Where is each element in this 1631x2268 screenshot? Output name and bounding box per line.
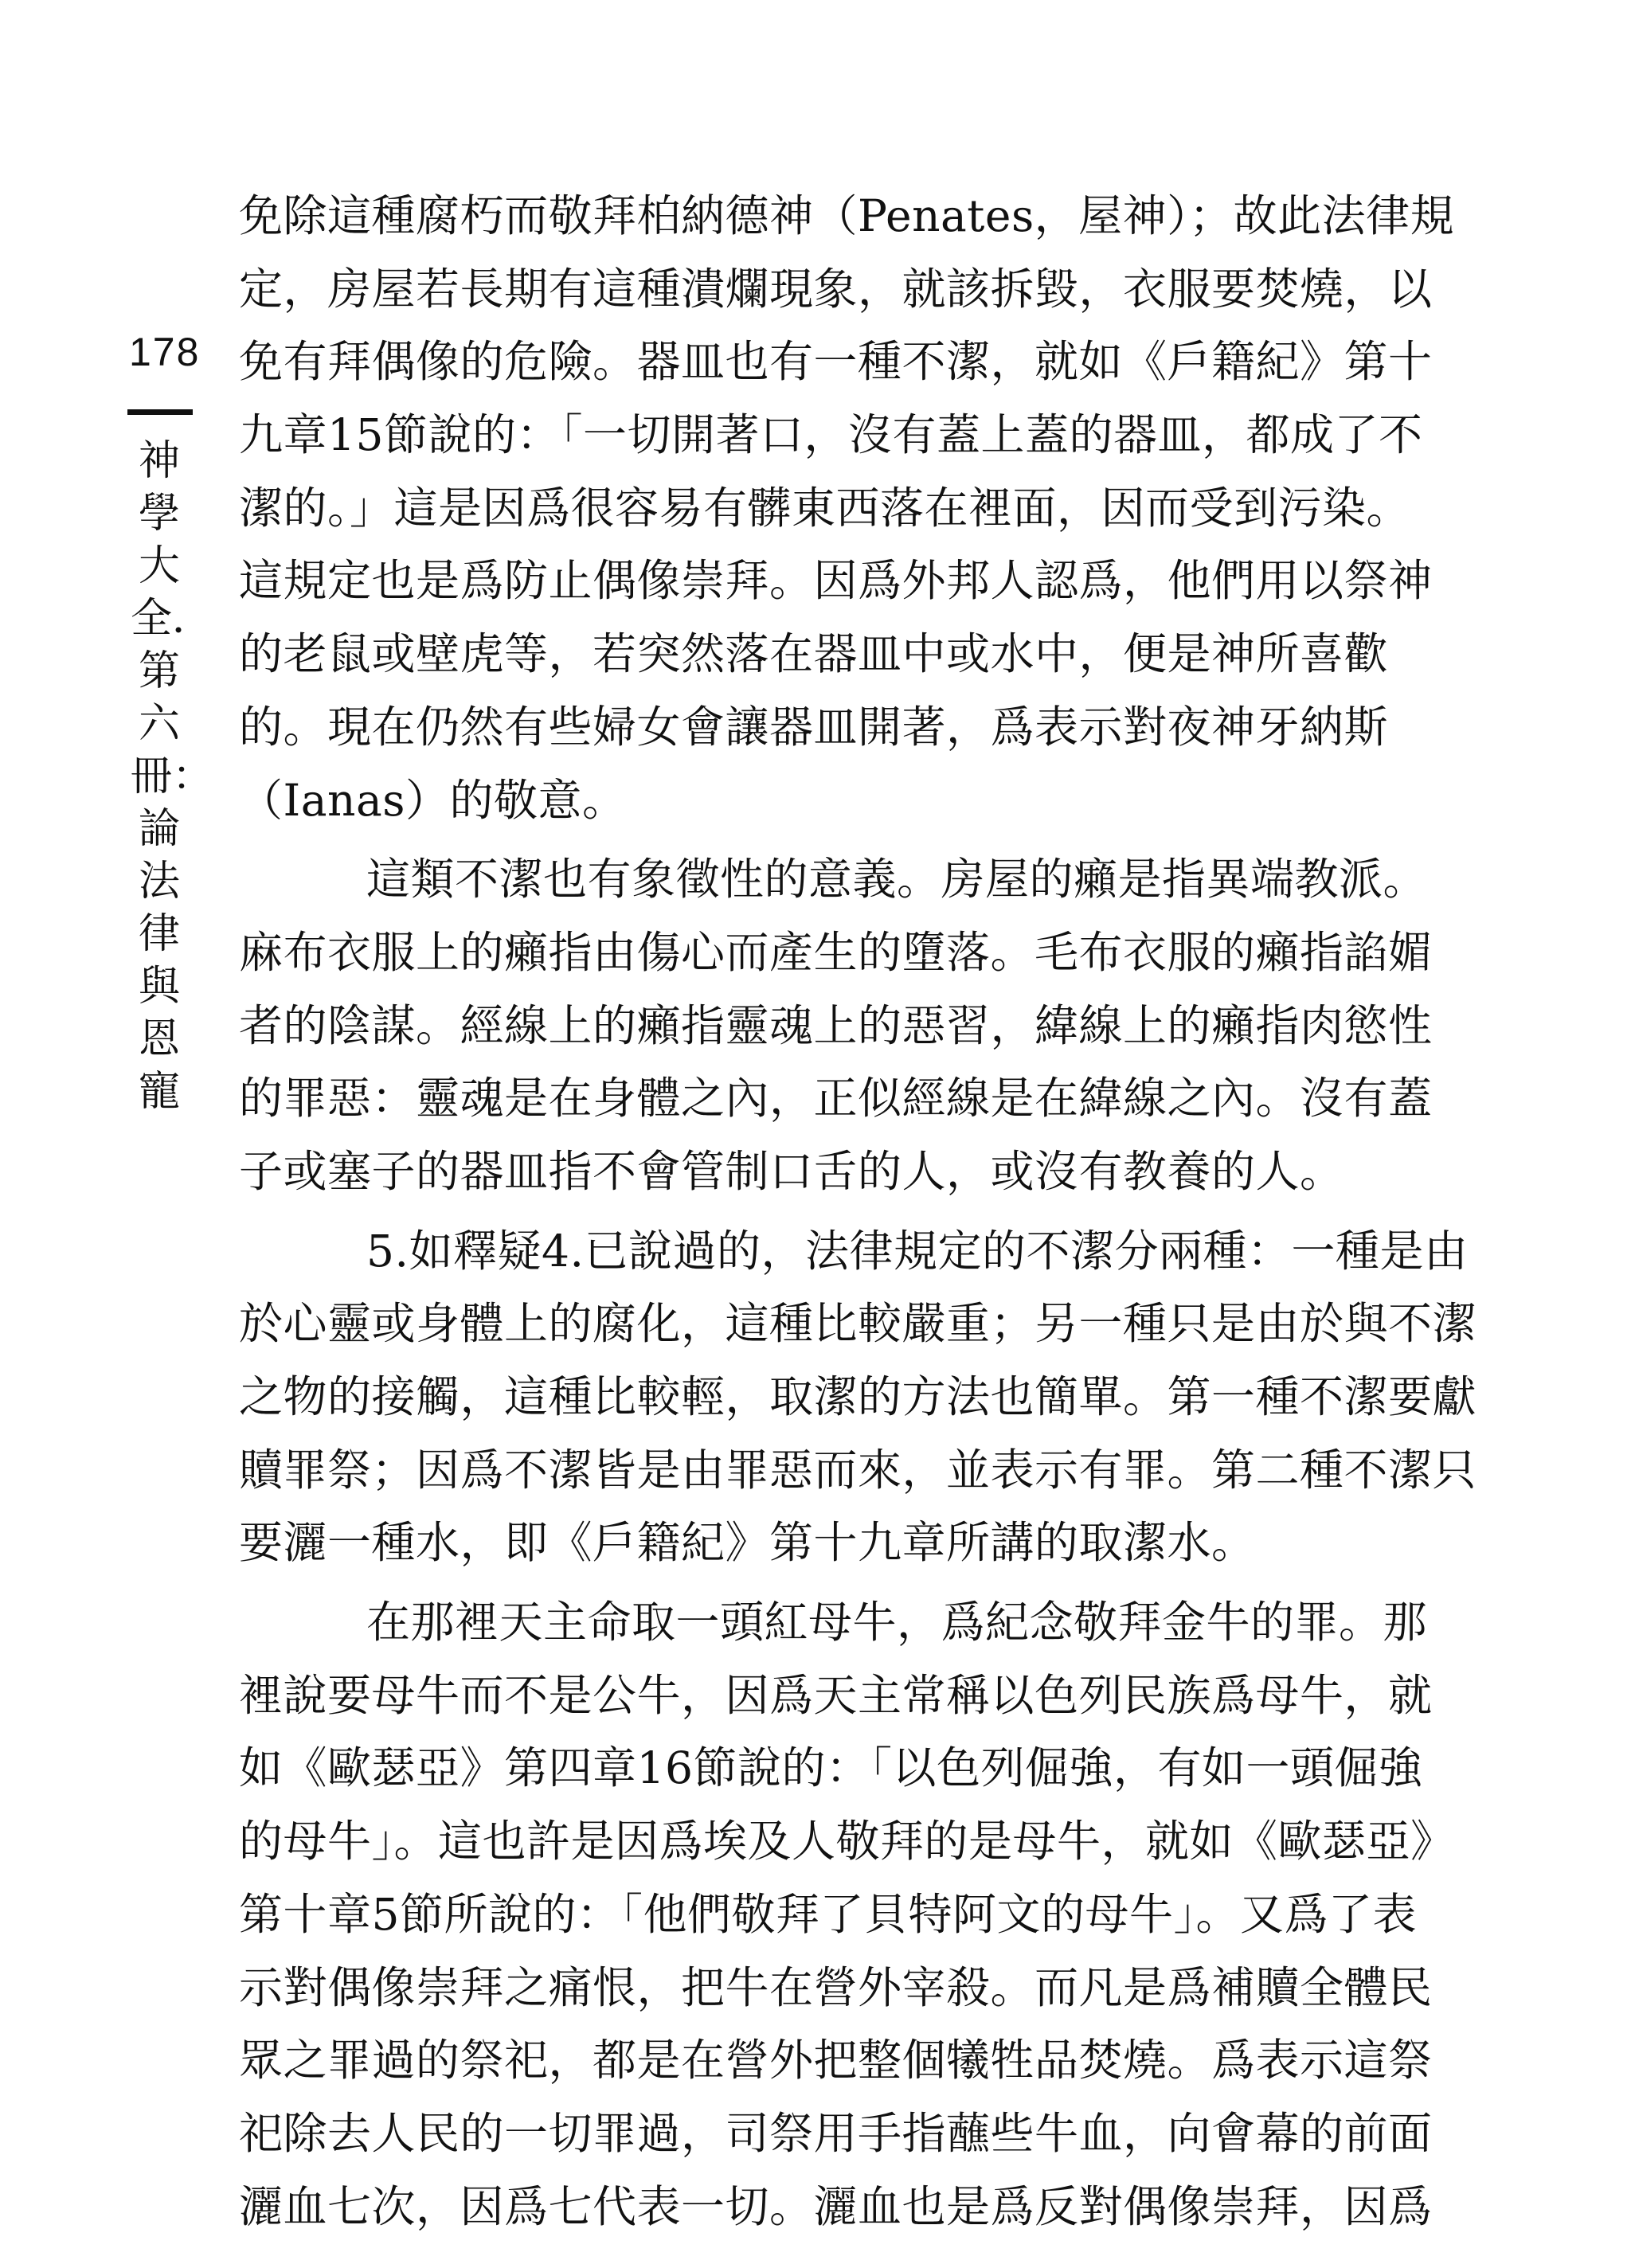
paragraph-1 (239, 180, 1455, 837)
text-line: 麻布衣服上的癩指由傷心而產生的墮落。毛布衣服的癩指諂媚 (239, 926, 1433, 978)
text-line: 的罪惡：靈魂是在身體之內，正似經線是在緯線之內。沒有蓋 (239, 1073, 1433, 1124)
text-line: 灑血七次，因爲七代表一切。灑血也是爲反對偶像崇拜，因爲 (239, 2180, 1433, 2232)
text-line: 免有拜偶像的危險。器皿也有一種不潔，就如《戶籍紀》第十 (239, 336, 1433, 388)
text-line: 免除這種腐朽而敬拜柏納德神（Penates，屋神）；故此法律規 (239, 190, 1455, 241)
text-line: 示對偶像崇拜之痛恨，把牛在營外宰殺。而凡是爲補贖全體民 (239, 1961, 1433, 2013)
text-line: 這類不潔也有象徵性的意義。房屋的癩是指異端教派。 (366, 854, 1428, 905)
text-line: 5.如釋疑4.已說過的，法律規定的不潔分兩種：一種是由 (366, 1225, 1469, 1277)
text-line: 要灑一種水，即《戶籍紀》第十九章所講的取潔水。 (239, 1517, 1256, 1569)
text-line: 的母牛」。這也許是因爲埃及人敬拜的是母牛，就如《歐瑟亞》 (239, 1816, 1455, 1867)
text-line: 定，房屋若長期有這種潰爛現象，就該拆毀，衣服要焚燒，以 (239, 263, 1433, 315)
text-line: 第十章5節所說的：「他們敬拜了貝特阿文的母牛」。又爲了表 (239, 1888, 1417, 1940)
body-text (239, 180, 1477, 2243)
text-line: 者的陰謀。經線上的癩指靈魂上的惡習，緯線上的癩指肉慾性 (239, 999, 1433, 1051)
margin-rule (127, 409, 193, 415)
running-title: 神學大全．第六冊：論法律與恩寵 (131, 437, 214, 1116)
paragraph-4 (239, 1586, 1455, 2243)
paragraph-2 (239, 843, 1433, 1208)
text-line: 這規定也是爲防止偶像崇拜。因爲外邦人認爲，他們用以祭神 (239, 555, 1433, 607)
page-number: 178 (129, 330, 201, 374)
text-line: 祀除去人民的一切罪過，司祭用手指蘸些牛血，向會幕的前面 (239, 2107, 1433, 2159)
text-line: 裡說要母牛而不是公牛，因爲天主常稱以色列民族爲母牛，就 (239, 1669, 1433, 1721)
text-line: 九章15節說的：「一切開著口，沒有蓋上蓋的器皿，都成了不 (239, 409, 1423, 461)
text-line: 在那裡天主命取一頭紅母牛，爲紀念敬拜金牛的罪。那 (366, 1597, 1428, 1648)
text-line: 的。現在仍然有些婦女會讓器皿開著，爲表示對夜神牙納斯 (239, 701, 1389, 753)
paragraph-3 (239, 1215, 1477, 1580)
text-line: 潔的。」這是因爲很容易有髒東西落在裡面，因而受到污染。 (239, 482, 1411, 534)
text-line: 如《歐瑟亞》第四章16節說的：「以色列倔強，有如一頭倔強 (239, 1742, 1423, 1794)
text-line: 贖罪祭；因爲不潔皆是由罪惡而來，並表示有罪。第二種不潔只 (239, 1444, 1477, 1496)
text-line: （Ianas）的敬意。 (239, 774, 627, 826)
text-line: 的老鼠或壁虎等，若突然落在器皿中或水中，便是神所喜歡 (239, 628, 1389, 680)
text-line: 子或塞子的器皿指不會管制口舌的人，或沒有教養的人。 (239, 1145, 1344, 1197)
text-line: 之物的接觸，這種比較輕，取潔的方法也簡單。第一種不潔要獻 (239, 1371, 1477, 1422)
text-line: 於心靈或身體上的腐化，這種比較嚴重；另一種只是由於與不潔 (239, 1298, 1477, 1350)
text-line: 眾之罪過的祭祀，都是在營外把整個犧牲品焚燒。爲表示這祭 (239, 2035, 1433, 2086)
